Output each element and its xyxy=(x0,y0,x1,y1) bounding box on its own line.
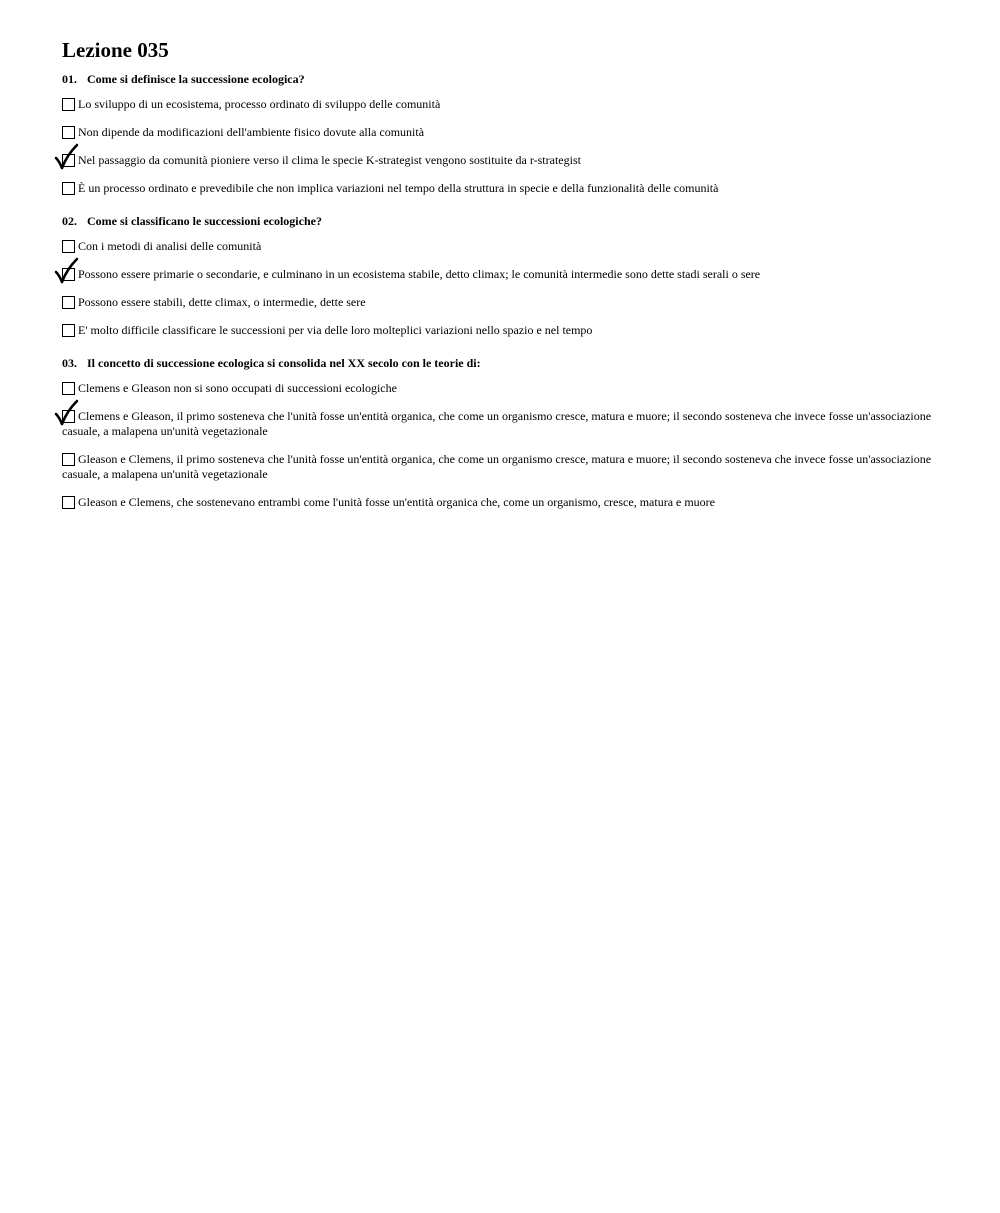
quiz-page xyxy=(62,38,942,528)
answer-option[interactable] xyxy=(62,495,942,510)
question-text: Come si definisce la successione ecologica? xyxy=(87,72,305,86)
answer-option[interactable] xyxy=(62,181,942,196)
answer-option[interactable] xyxy=(62,381,942,396)
checkbox[interactable] xyxy=(62,382,75,395)
question-title xyxy=(62,214,942,228)
checkbox[interactable] xyxy=(62,453,75,466)
option-text: E' molto difficile classificare le successioni per via delle loro molteplici variazioni nello spazio e nel tempo xyxy=(78,323,593,337)
answer-option[interactable] xyxy=(62,452,942,482)
checkbox[interactable] xyxy=(62,496,75,509)
checkbox[interactable] xyxy=(62,126,75,139)
checkbox[interactable] xyxy=(62,296,75,309)
answer-option[interactable] xyxy=(62,295,942,310)
option-text: Gleason e Clemens, che sostenevano entrambi come l'unità fosse un'entità organica che, come un organismo, cresce, matura e muore xyxy=(78,495,715,509)
answer-option[interactable] xyxy=(62,323,942,338)
question-number: 01. xyxy=(62,72,77,86)
option-text: Non dipende da modificazioni dell'ambiente fisico dovute alla comunità xyxy=(78,125,425,139)
question-number: 02. xyxy=(62,214,77,228)
checkbox[interactable] xyxy=(62,154,75,167)
option-text: Possono essere primarie o secondarie, e culminano in un ecosistema stabile, detto climax; le comunità intermedie sono dette stadi serali o sere xyxy=(78,267,761,281)
option-text: Con i metodi di analisi delle comunità xyxy=(78,239,262,253)
answer-option[interactable] xyxy=(62,409,942,439)
question-title xyxy=(62,72,942,86)
option-text: È un processo ordinato e prevedibile che non implica variazioni nel tempo della struttura in specie e della funzionalità delle comunità xyxy=(78,181,719,195)
answer-option[interactable] xyxy=(62,125,942,140)
option-text: Lo sviluppo di un ecosistema, processo ordinato di sviluppo delle comunità xyxy=(78,97,441,111)
answer-option[interactable] xyxy=(62,153,942,168)
option-text: Possono essere stabili, dette climax, o intermedie, dette sere xyxy=(78,295,366,309)
question-01 xyxy=(62,72,942,196)
option-text: Nel passaggio da comunità pioniere verso il clima le specie K-strategist vengono sostituite da r-strategist xyxy=(78,153,581,167)
checkbox[interactable] xyxy=(62,240,75,253)
answer-option[interactable] xyxy=(62,267,942,282)
question-03 xyxy=(62,356,942,510)
lesson-title: Lezione 035 xyxy=(62,38,169,62)
question-02 xyxy=(62,214,942,338)
question-text: Il concetto di successione ecologica si consolida nel XX secolo con le teorie di: xyxy=(87,356,481,370)
checkbox[interactable] xyxy=(62,324,75,337)
checkbox[interactable] xyxy=(62,182,75,195)
answer-option[interactable] xyxy=(62,97,942,112)
option-text: Gleason e Clemens, il primo sosteneva che l'unità fosse un'entità organica, che come un organismo cresce, matura e muore; il secondo sosteneva che invece fosse un'associazione casuale, a malapena un'unità vegetazionale xyxy=(62,452,932,481)
answer-option[interactable] xyxy=(62,239,942,254)
option-text: Clemens e Gleason, il primo sosteneva che l'unità fosse un'entità organica, che come un organismo cresce, matura e muore; il secondo sosteneva che invece fosse un'associazione casuale, a malapena un'unità vegetazionale xyxy=(62,409,932,438)
option-text: Clemens e Gleason non si sono occupati di successioni ecologiche xyxy=(78,381,397,395)
checkbox[interactable] xyxy=(62,268,75,281)
checkbox[interactable] xyxy=(62,410,75,423)
question-text: Come si classificano le successioni ecologiche? xyxy=(87,214,322,228)
question-number: 03. xyxy=(62,356,77,370)
question-title xyxy=(62,356,942,370)
checkbox[interactable] xyxy=(62,98,75,111)
